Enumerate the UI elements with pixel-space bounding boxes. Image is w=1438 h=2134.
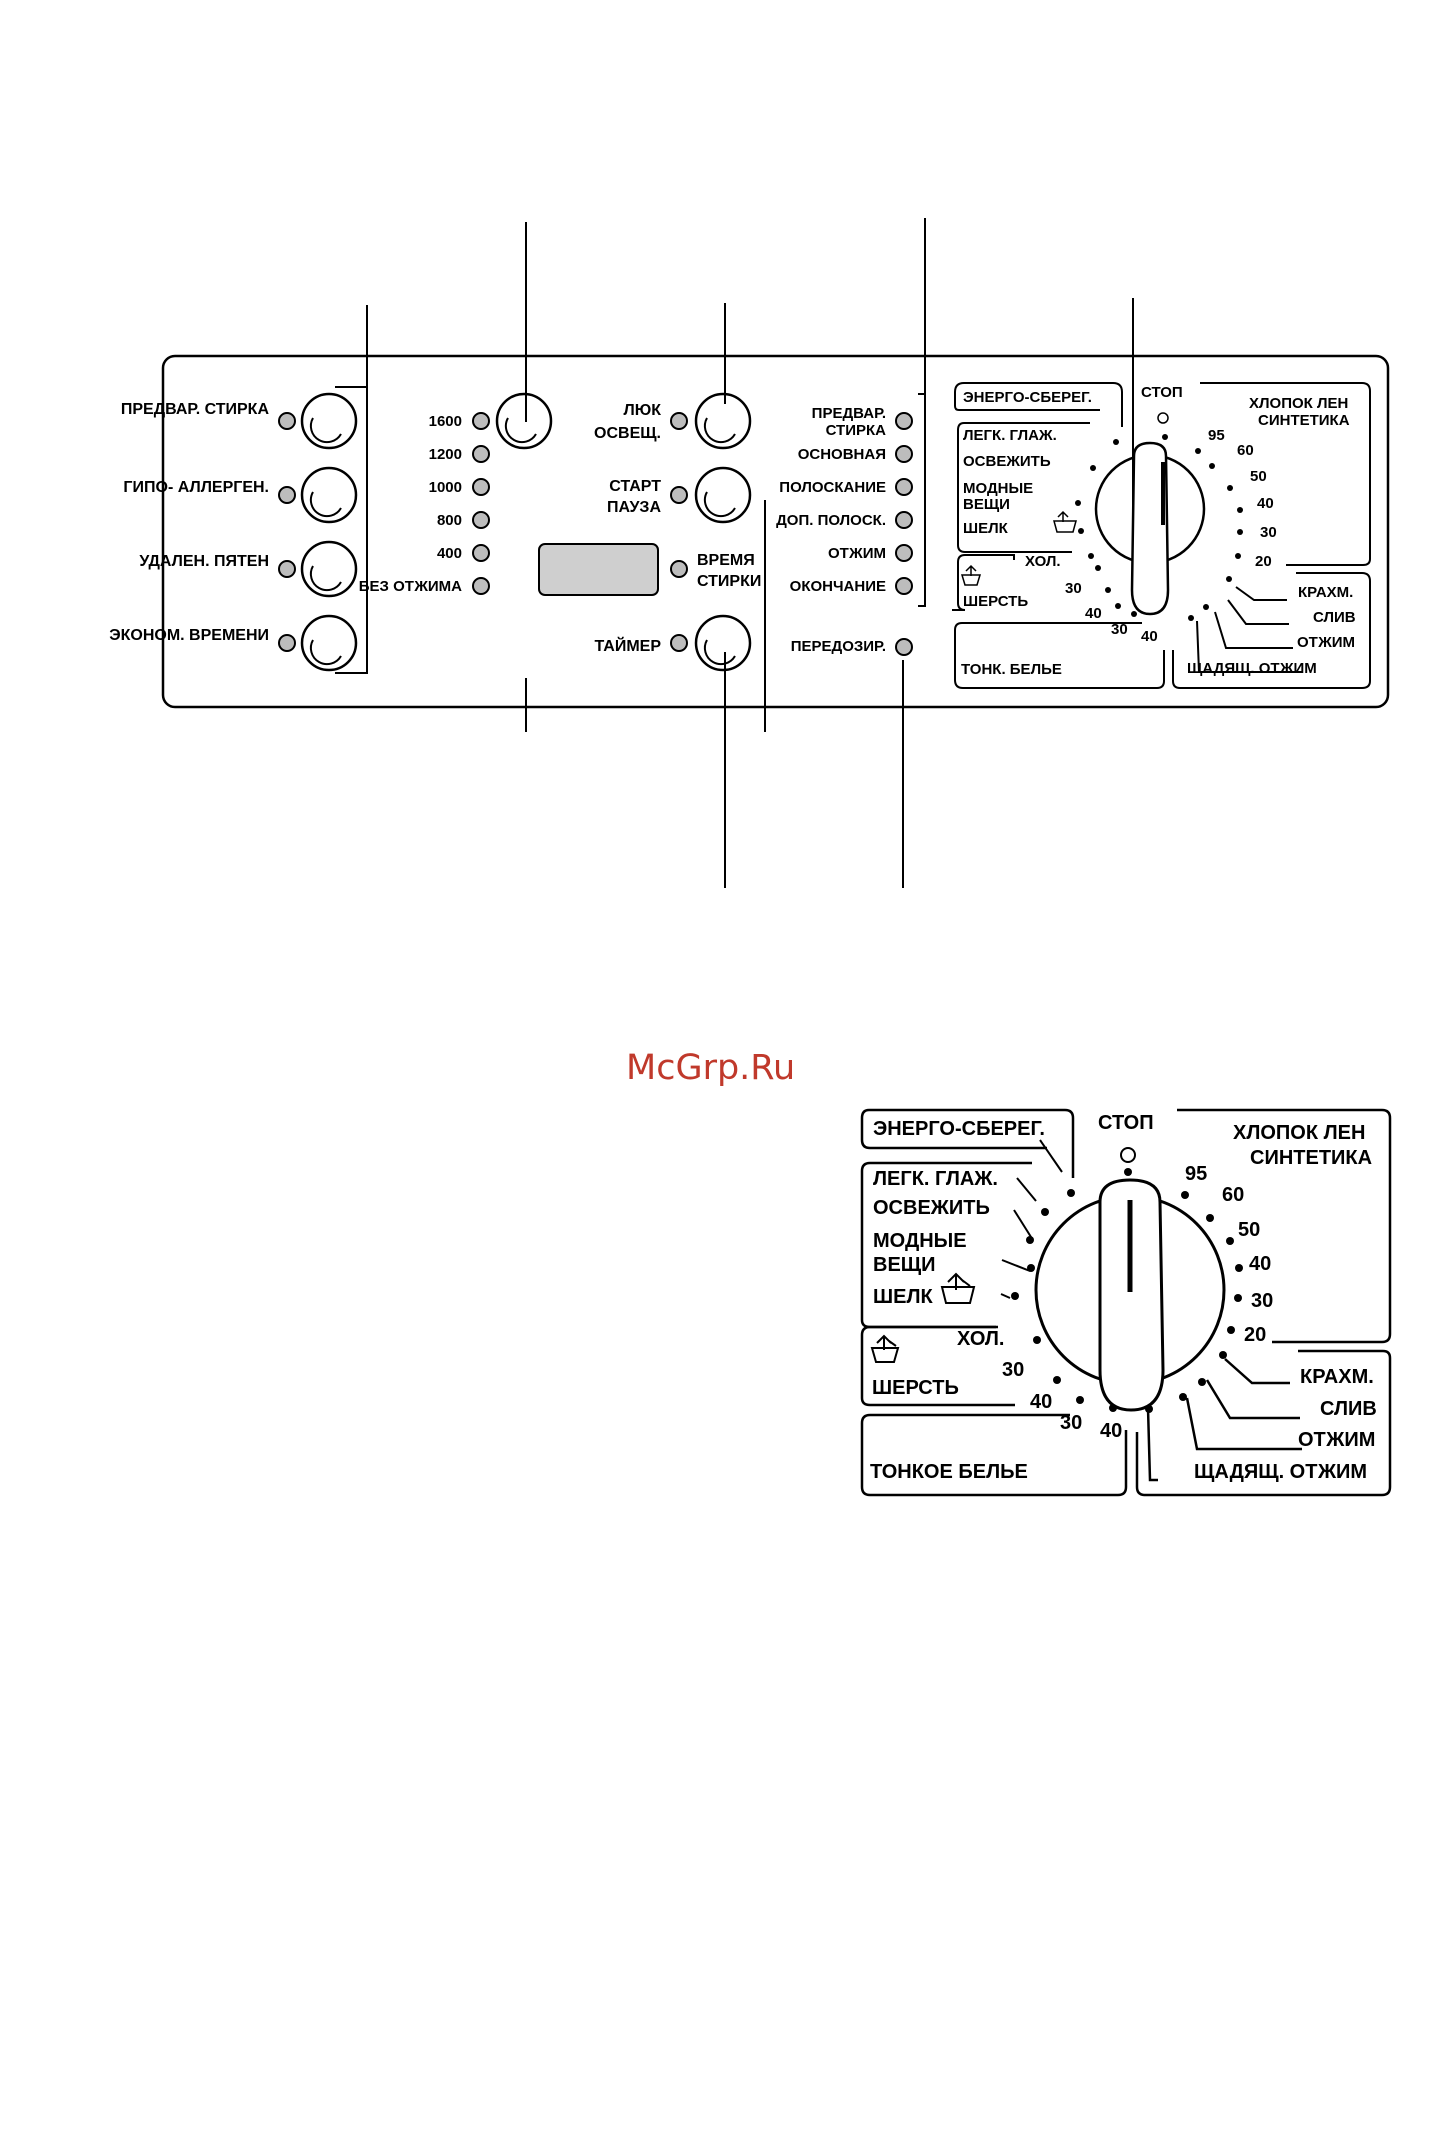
stain-removal-led bbox=[279, 561, 295, 577]
spin-400-label: 400 bbox=[436, 545, 462, 562]
dial-small-hand-wash-icon bbox=[1054, 512, 1076, 532]
timer-button[interactable] bbox=[696, 616, 750, 670]
spin-speed-group bbox=[359, 394, 551, 595]
door-light-led bbox=[671, 413, 687, 429]
stain-removal-button[interactable] bbox=[302, 542, 356, 596]
spin-400-led bbox=[473, 545, 489, 561]
dial-small-silk-label: ШЕЛК bbox=[963, 520, 1008, 537]
dial-small-gentle-spin-label: ЩАДЯЩ. ОТЖИМ bbox=[1187, 660, 1317, 677]
dial-small-cold-label: ХОЛ. bbox=[1025, 553, 1061, 570]
dial-large-refresh-label: ОСВЕЖИТЬ bbox=[873, 1197, 990, 1219]
phase-extra-rinse-label: ДОП. ПОЛОСК. bbox=[776, 512, 886, 529]
watermark: McGrp.Ru bbox=[626, 1048, 796, 1088]
dial-large-easy-iron-label: ЛЕГК. ГЛАЖ. bbox=[873, 1168, 998, 1190]
hypoallergenic-led bbox=[279, 487, 295, 503]
spin-1000-led bbox=[473, 479, 489, 495]
dial-large-60-label: 60 bbox=[1222, 1184, 1245, 1206]
start-pause-label-2: ПАУЗА bbox=[607, 499, 661, 516]
dial-small-95-label: 95 bbox=[1208, 427, 1225, 444]
dial-large-delicate-40-label: 40 bbox=[1100, 1420, 1123, 1442]
start-pause-button[interactable] bbox=[696, 468, 750, 522]
prewash-label: ПРЕДВАР. СТИРКА bbox=[120, 401, 269, 418]
dial-small-drain-label: СЛИВ bbox=[1313, 609, 1356, 626]
dial-small-delicate-label: ТОНК. БЕЛЬЕ bbox=[961, 661, 1062, 678]
dial-small-delicate-40-label: 40 bbox=[1141, 628, 1158, 645]
phase-prewash-label-1: ПРЕДВАР. bbox=[811, 405, 886, 422]
dial-small-wool-40-label: 40 bbox=[1085, 605, 1102, 622]
dial-small-wool-30-label: 30 bbox=[1065, 580, 1082, 597]
dial-large-50-label: 50 bbox=[1238, 1219, 1261, 1241]
spin-800-led bbox=[473, 512, 489, 528]
dial-large-wool-label: ШЕРСТЬ bbox=[872, 1377, 959, 1399]
phase-extra-rinse-led bbox=[896, 512, 912, 528]
dial-small-40-label: 40 bbox=[1257, 495, 1274, 512]
time-saver-button[interactable] bbox=[302, 616, 356, 670]
option-buttons bbox=[109, 394, 356, 670]
spin-none-led bbox=[473, 578, 489, 594]
dial-small-refresh-label: ОСВЕЖИТЬ bbox=[963, 453, 1051, 470]
spin-speed-button[interactable] bbox=[497, 394, 551, 448]
program-dial-large bbox=[862, 1110, 1390, 1495]
stain-removal-label: УДАЛЕН. ПЯТЕН bbox=[139, 553, 269, 570]
dial-large-95-label: 95 bbox=[1185, 1163, 1208, 1185]
dial-small-starch-label: КРАХМ. bbox=[1298, 584, 1354, 601]
dial-small-cotton-label-1: ХЛОПОК ЛЕН bbox=[1249, 395, 1349, 412]
program-dial-small bbox=[952, 383, 1370, 688]
dial-large-40-label: 40 bbox=[1249, 1253, 1272, 1275]
dial-small-20-label: 20 bbox=[1255, 553, 1272, 570]
phase-main-label: ОСНОВНАЯ bbox=[797, 446, 886, 463]
dial-large-wool-40-label: 40 bbox=[1030, 1391, 1053, 1413]
dial-large-stop-label: СТОП bbox=[1098, 1112, 1154, 1134]
dial-large-cotton-label-2: СИНТЕТИКА bbox=[1250, 1147, 1373, 1169]
dial-large-fashion-label-1: МОДНЫЕ bbox=[873, 1230, 967, 1252]
wash-time-label-1: ВРЕМЯ bbox=[697, 552, 755, 569]
wash-time-label-2: СТИРКИ bbox=[697, 573, 762, 590]
dial-large-cold-label: ХОЛ. bbox=[957, 1328, 1005, 1350]
dial-small-cotton-label-2: СИНТЕТИКА bbox=[1258, 412, 1350, 429]
phase-end-led bbox=[896, 578, 912, 594]
dial-large-drain-label: СЛИВ bbox=[1320, 1398, 1377, 1420]
overdose-label: ПЕРЕДОЗИР. bbox=[790, 638, 886, 655]
dial-small-50-label: 50 bbox=[1250, 468, 1267, 485]
phase-end-label: ОКОНЧАНИЕ bbox=[789, 578, 886, 595]
phase-spin-led bbox=[896, 545, 912, 561]
spin-none-label: БЕЗ ОТЖИМА bbox=[358, 578, 462, 595]
prewash-button[interactable] bbox=[302, 394, 356, 448]
prewash-led bbox=[279, 413, 295, 429]
hypoallergenic-button[interactable] bbox=[302, 468, 356, 522]
dial-small-spin-label: ОТЖИМ bbox=[1297, 634, 1356, 651]
dial-small-fashion-label-1: МОДНЫЕ bbox=[963, 480, 1034, 497]
phase-spin-label: ОТЖИМ bbox=[827, 545, 886, 562]
spin-1000-label: 1000 bbox=[428, 479, 462, 496]
dial-large-delicate-label: ТОНКОЕ БЕЛЬЕ bbox=[870, 1461, 1028, 1483]
dial-small-fashion-label-2: ВЕЩИ bbox=[963, 496, 1010, 513]
phase-rinse-label: ПОЛОСКАНИЕ bbox=[779, 479, 886, 496]
dial-small-energy-label: ЭНЕРГО-СБЕРЕГ. bbox=[963, 389, 1092, 406]
dial-large-energy-label: ЭНЕРГО-СБЕРЕГ. bbox=[873, 1118, 1045, 1140]
dial-large-gentle-spin-label: ЩАДЯЩ. ОТЖИМ bbox=[1194, 1461, 1368, 1483]
door-light-label-1: ЛЮК bbox=[623, 402, 661, 419]
spin-1200-label: 1200 bbox=[428, 446, 462, 463]
phase-rinse-led bbox=[896, 479, 912, 495]
spin-1600-led bbox=[473, 413, 489, 429]
dial-large-silk-label: ШЕЛК bbox=[873, 1286, 933, 1308]
dial-large-20-label: 20 bbox=[1244, 1324, 1267, 1346]
timer-led bbox=[671, 635, 687, 651]
dial-small-wool-wash-icon bbox=[962, 566, 980, 585]
dial-large-hand-wash-icon bbox=[942, 1274, 974, 1303]
time-saver-label: ЭКОНОМ. ВРЕМЕНИ bbox=[109, 627, 269, 644]
start-pause-label-1: СТАРТ bbox=[609, 478, 661, 495]
center-buttons bbox=[594, 394, 761, 670]
dial-large-cotton-label-1: ХЛОПОК ЛЕН bbox=[1233, 1122, 1366, 1144]
dial-small-easy-iron-label: ЛЕГК. ГЛАЖ. bbox=[963, 427, 1057, 444]
dial-large-fashion-label-2: ВЕЩИ bbox=[873, 1254, 936, 1276]
phase-indicators bbox=[776, 405, 912, 655]
dial-large-30-label: 30 bbox=[1251, 1290, 1274, 1312]
door-light-button[interactable] bbox=[696, 394, 750, 448]
overdose-led bbox=[896, 639, 912, 655]
phase-prewash-led bbox=[896, 413, 912, 429]
dial-large-starch-label: КРАХМ. bbox=[1300, 1366, 1374, 1388]
dial-small-delicate-30-label: 30 bbox=[1111, 621, 1128, 638]
timer-label: ТАЙМЕР bbox=[594, 638, 661, 655]
time-saver-led bbox=[279, 635, 295, 651]
display-screen bbox=[539, 544, 658, 595]
dial-small-60-label: 60 bbox=[1237, 442, 1254, 459]
spin-800-label: 800 bbox=[436, 512, 462, 529]
dial-large-spin-label: ОТЖИМ bbox=[1298, 1429, 1376, 1451]
phase-prewash-label-2: СТИРКА bbox=[825, 422, 886, 439]
hypoallergenic-label: ГИПО- АЛЛЕРГЕН. bbox=[123, 479, 269, 496]
spin-1600-label: 1600 bbox=[428, 413, 462, 430]
dial-small-stop-label: СТОП bbox=[1141, 384, 1183, 401]
phase-main-led bbox=[896, 446, 912, 462]
start-pause-led bbox=[671, 487, 687, 503]
dial-small-wool-label: ШЕРСТЬ bbox=[963, 593, 1029, 610]
door-light-label-2: ОСВЕЩ. bbox=[594, 425, 661, 442]
dial-small-30-label: 30 bbox=[1260, 524, 1277, 541]
control-panel-frame bbox=[163, 356, 1388, 707]
dial-large-wool-wash-icon bbox=[872, 1336, 898, 1362]
dial-large-delicate-30-label: 30 bbox=[1060, 1412, 1083, 1434]
dial-large-wool-30-label: 30 bbox=[1002, 1359, 1025, 1381]
wash-time-led bbox=[671, 561, 687, 577]
spin-1200-led bbox=[473, 446, 489, 462]
